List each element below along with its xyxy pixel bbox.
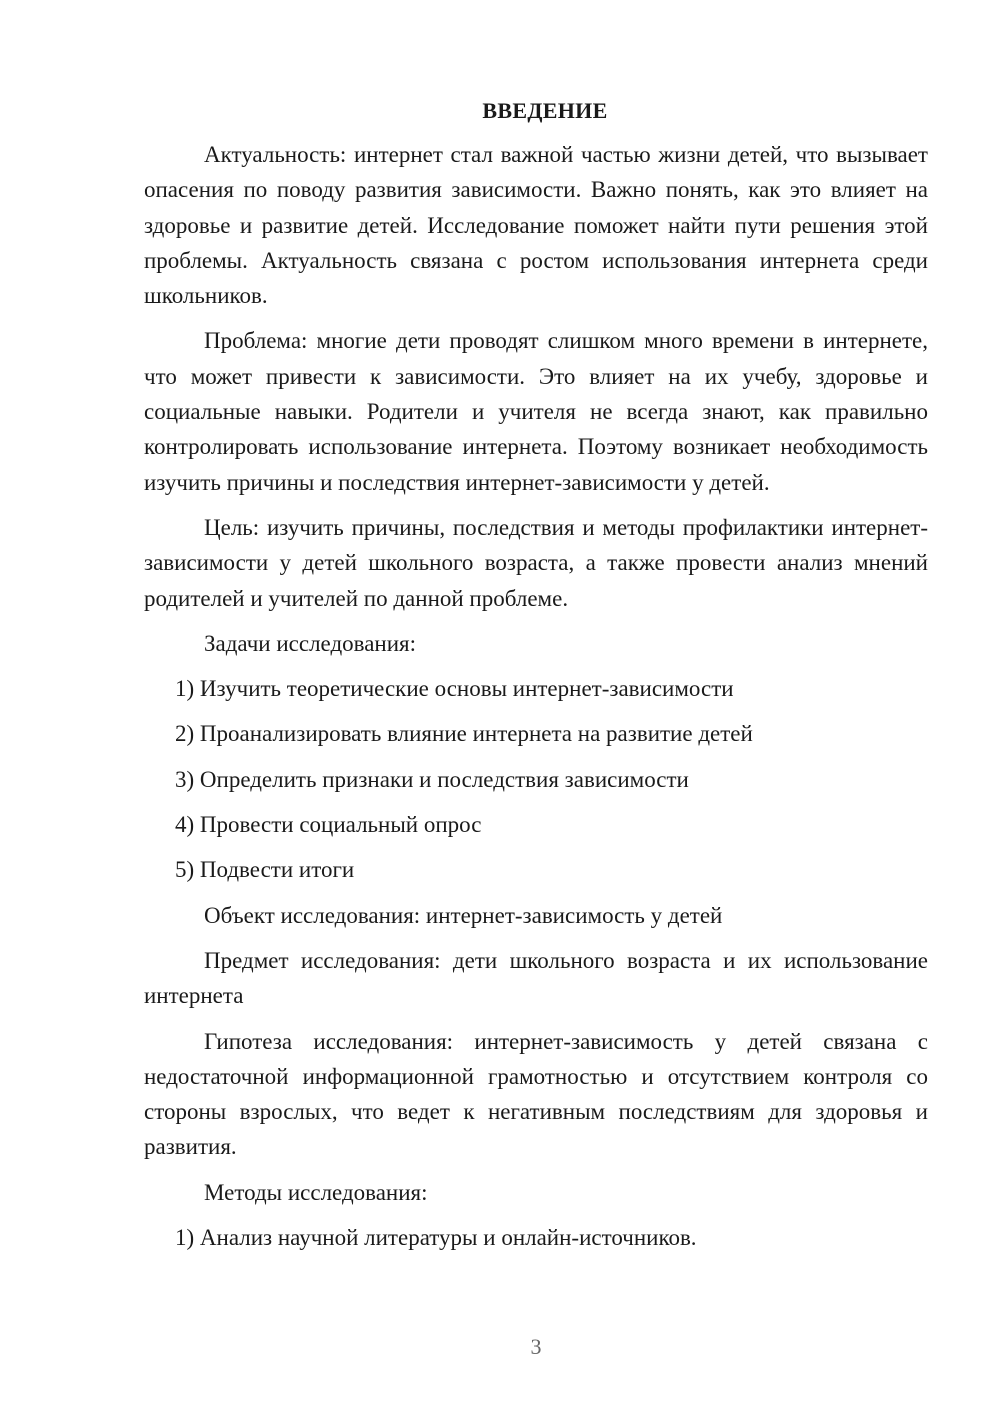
list-item: 2) Проанализировать влияние интернета на развитие детей <box>175 721 753 747</box>
tasks-list <box>144 671 928 887</box>
section-title: ВВЕДЕНИЕ <box>482 98 608 123</box>
list-item: 1) Изучить теоретические основы интернет-зависимости <box>175 676 734 702</box>
hypothesis-paragraph: Гипотеза исследования: интернет-зависимость у детей связана с недостаточной информационной грамотностью и отсутствием контроля со стороны взрослых, что ведет к негативным последствиям для здоровья и развития. <box>144 1028 928 1160</box>
goal-paragraph: Цель: изучить причины, последствия и методы профилактики интернет-зависимости у детей школьного возраста, а также провести анализ мнений родителей и учителей по данной проблеме. <box>144 514 928 611</box>
methods-heading: Методы исследования: <box>204 1179 428 1205</box>
list-item: 5) Подвести итоги <box>175 857 355 883</box>
subject-paragraph: Предмет исследования: дети школьного возраста и их использование интернета <box>144 947 928 1009</box>
object-line: Объект исследования: интернет-зависимость у детей <box>204 902 723 928</box>
list-item: 3) Определить признаки и последствия зависимости <box>175 766 689 792</box>
page-content <box>144 95 928 1265</box>
methods-list <box>144 1220 928 1255</box>
tasks-heading: Задачи исследования: <box>204 630 417 656</box>
page-number: 3 <box>530 1334 542 1359</box>
relevance-paragraph: Актуальность: интернет стал важной частью жизни детей, что вызывает опасения по поводу развития зависимости. Важно понять, как это влияет на здоровье и развитие детей. Исследование поможет найти пути решения этой проблемы. Актуальность связана с ростом использования интернета среди школьников. <box>144 142 928 309</box>
problem-paragraph: Проблема: многие дети проводят слишком много времени в интернете, что может привести к зависимости. Это влияет на их учебу, здоровье и социальные навыки. Родители и учителя не всегда знают, как правильно контролировать использование интернета. Поэтому возникает необходимость изучить причины и последствия интернет-зависимости у детей. <box>144 328 928 495</box>
list-item: 1) Анализ научной литературы и онлайн-источников. <box>175 1225 697 1251</box>
list-item: 4) Провести социальный опрос <box>175 812 482 838</box>
